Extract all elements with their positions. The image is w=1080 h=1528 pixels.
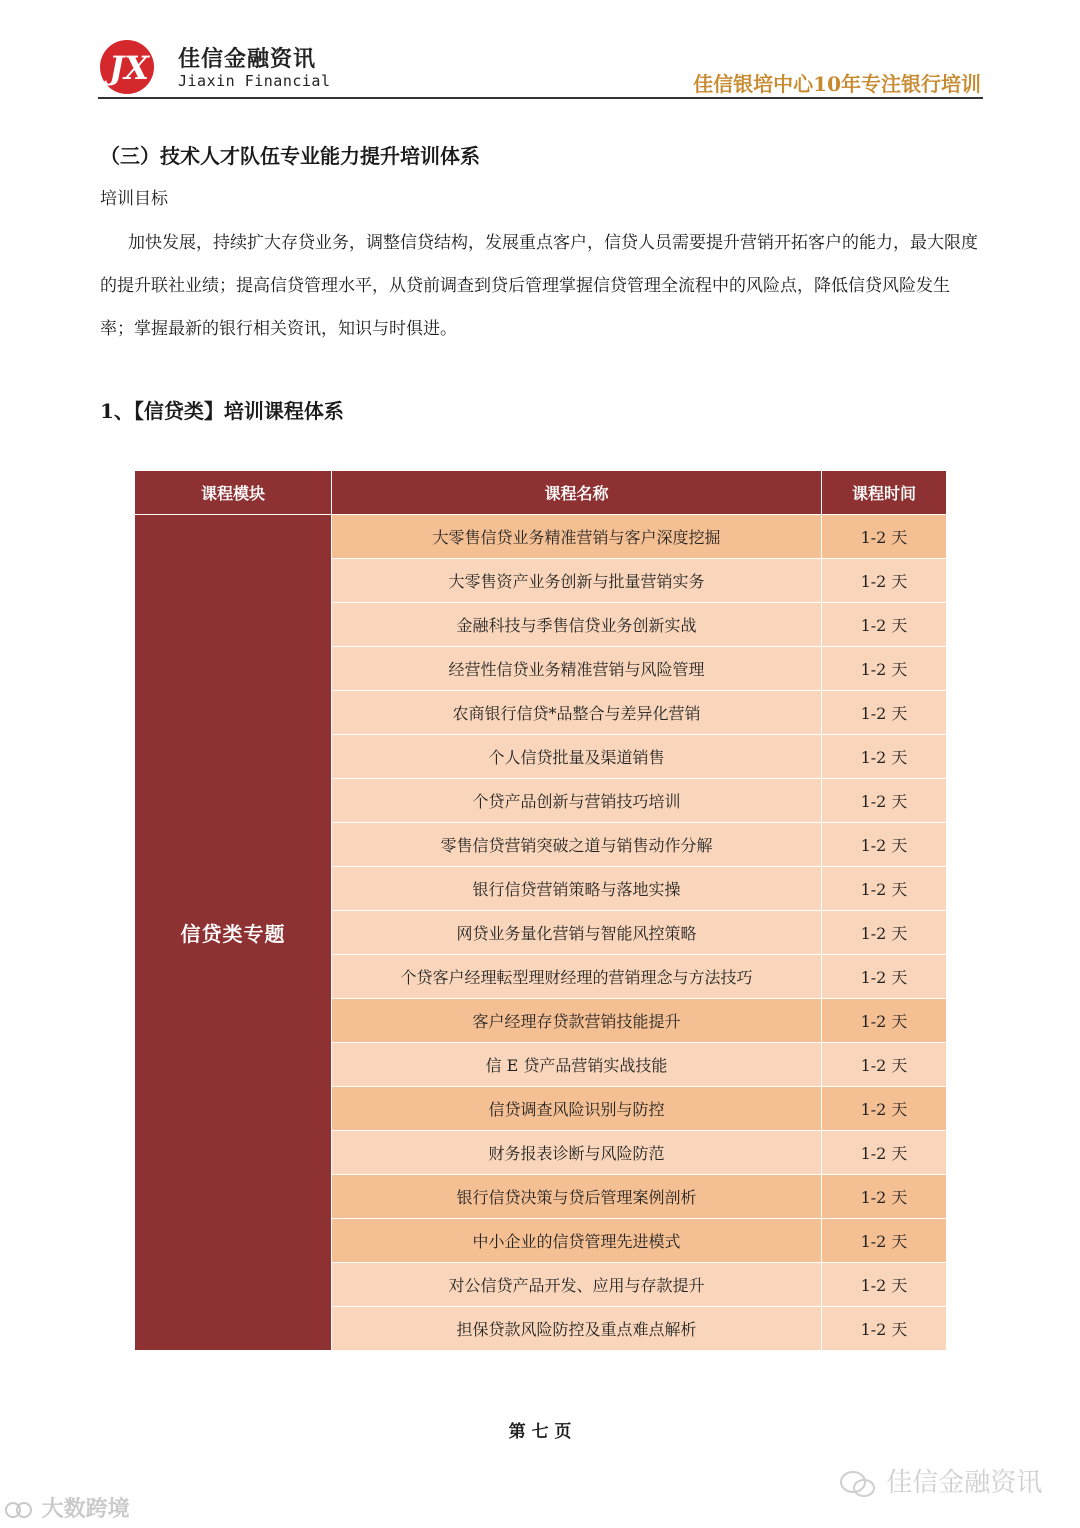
course-time-cell: 1-2 天 (822, 1307, 947, 1351)
wechat-icon (838, 1469, 878, 1499)
course-time-cell: 1-2 天 (822, 955, 947, 999)
header-course-name: 课程名称 (332, 471, 822, 515)
watermark-left (4, 1492, 130, 1523)
brand-name-cn: 佳信金融资讯 (178, 47, 317, 72)
page-number: 第 七 页 (508, 1422, 572, 1442)
course-time-cell: 1-2 天 (822, 1043, 947, 1087)
course-name-cell: 个贷客户经理転型理财经理的营销理念与方法技巧 (332, 955, 822, 999)
course-time-cell: 1-2 天 (822, 1131, 947, 1175)
course-name-cell: 经营性信贷业务精准营销与风险管理 (332, 647, 822, 691)
course-time-cell: 1-2 天 (822, 691, 947, 735)
watermark-right-text: 佳信金融资讯 (886, 1468, 1043, 1498)
page-header (98, 30, 983, 98)
course-time-cell: 1-2 天 (822, 1087, 947, 1131)
course-name-cell: 金融科技与季售信贷业务创新实战 (332, 603, 822, 647)
course-time-cell: 1-2 天 (822, 999, 947, 1043)
header-divider (98, 97, 983, 99)
course-time-cell: 1-2 天 (822, 911, 947, 955)
course-name-cell: 个人信贷批量及渠道销售 (332, 735, 822, 779)
table-row (135, 515, 947, 559)
course-time-cell: 1-2 天 (822, 779, 947, 823)
training-goal-paragraph: 加快发展，持续扩大存贷业务，调整信贷结构，发展重点客户，信贷人员需要提升营销开拓客户的能力，最大限度的提升联社业绩；提高信贷管理水平，从贷前调查到贷后管理掌握信贷管理全流程中的风险点，降低信贷风险发生率；掌握最新的银行相关资讯，知识与时俱进。 (100, 233, 978, 339)
watermark-right (838, 1462, 1042, 1499)
section-title: （三）技术人才队伍专业能力提升培训体系 (100, 144, 480, 168)
table-header-row (135, 471, 947, 515)
header-tagline: 佳信银培中心10年专注银行培训 (693, 72, 981, 96)
course-name-cell: 农商银行信贷*品整合与差异化营销 (332, 691, 822, 735)
course-time-cell: 1-2 天 (822, 1175, 947, 1219)
course-name-cell: 财务报表诊断与风险防范 (332, 1131, 822, 1175)
course-name-cell: 信 E 贷产品营销实战技能 (332, 1043, 822, 1087)
course-name-cell: 银行信贷决策与贷后管理案例剖析 (332, 1175, 822, 1219)
course-name-cell: 零售信贷营销突破之道与销售动作分解 (332, 823, 822, 867)
training-goal-heading: 培训目标 (100, 189, 168, 209)
course-time-cell: 1-2 天 (822, 735, 947, 779)
course-time-cell: 1-2 天 (822, 515, 947, 559)
course-name-cell: 个贷产品创新与营销技巧培训 (332, 779, 822, 823)
table-title: 1、【信贷类】培训课程体系 (100, 399, 344, 423)
course-name-cell: 客户经理存贷款营销技能提升 (332, 999, 822, 1043)
course-name-cell: 中小企业的信贷管理先进模式 (332, 1219, 822, 1263)
course-time-cell: 1-2 天 (822, 1219, 947, 1263)
watermark-left-text: 大数跨境 (41, 1497, 130, 1522)
course-name-cell: 对公信贷产品开发、应用与存款提升 (332, 1263, 822, 1307)
header-module: 课程模块 (135, 471, 332, 515)
course-name-cell: 大零售信贷业务精准营销与客户深度挖掘 (332, 515, 822, 559)
course-name-cell: 担保贷款风险防控及重点难点解析 (332, 1307, 822, 1351)
brand-name-en: Jiaxin Financial (178, 72, 331, 90)
course-time-cell: 1-2 天 (822, 867, 947, 911)
module-cell: 信贷类专题 (135, 515, 332, 1351)
header-course-time: 课程时间 (822, 471, 947, 515)
jx-logo-icon (98, 38, 166, 96)
course-table (134, 470, 947, 1351)
course-name-cell: 大零售资产业务创新与批量营销实务 (332, 559, 822, 603)
course-time-cell: 1-2 天 (822, 647, 947, 691)
logo-letters: JX (109, 49, 149, 87)
course-name-cell: 信贷调查风险识别与防控 (332, 1087, 822, 1131)
course-time-cell: 1-2 天 (822, 823, 947, 867)
course-time-cell: 1-2 天 (822, 1263, 947, 1307)
course-time-cell: 1-2 天 (822, 603, 947, 647)
cloud-icon (4, 1499, 34, 1521)
course-time-cell: 1-2 天 (822, 559, 947, 603)
course-name-cell: 网贷业务量化营销与智能风控策略 (332, 911, 822, 955)
course-name-cell: 银行信贷营销策略与落地实操 (332, 867, 822, 911)
